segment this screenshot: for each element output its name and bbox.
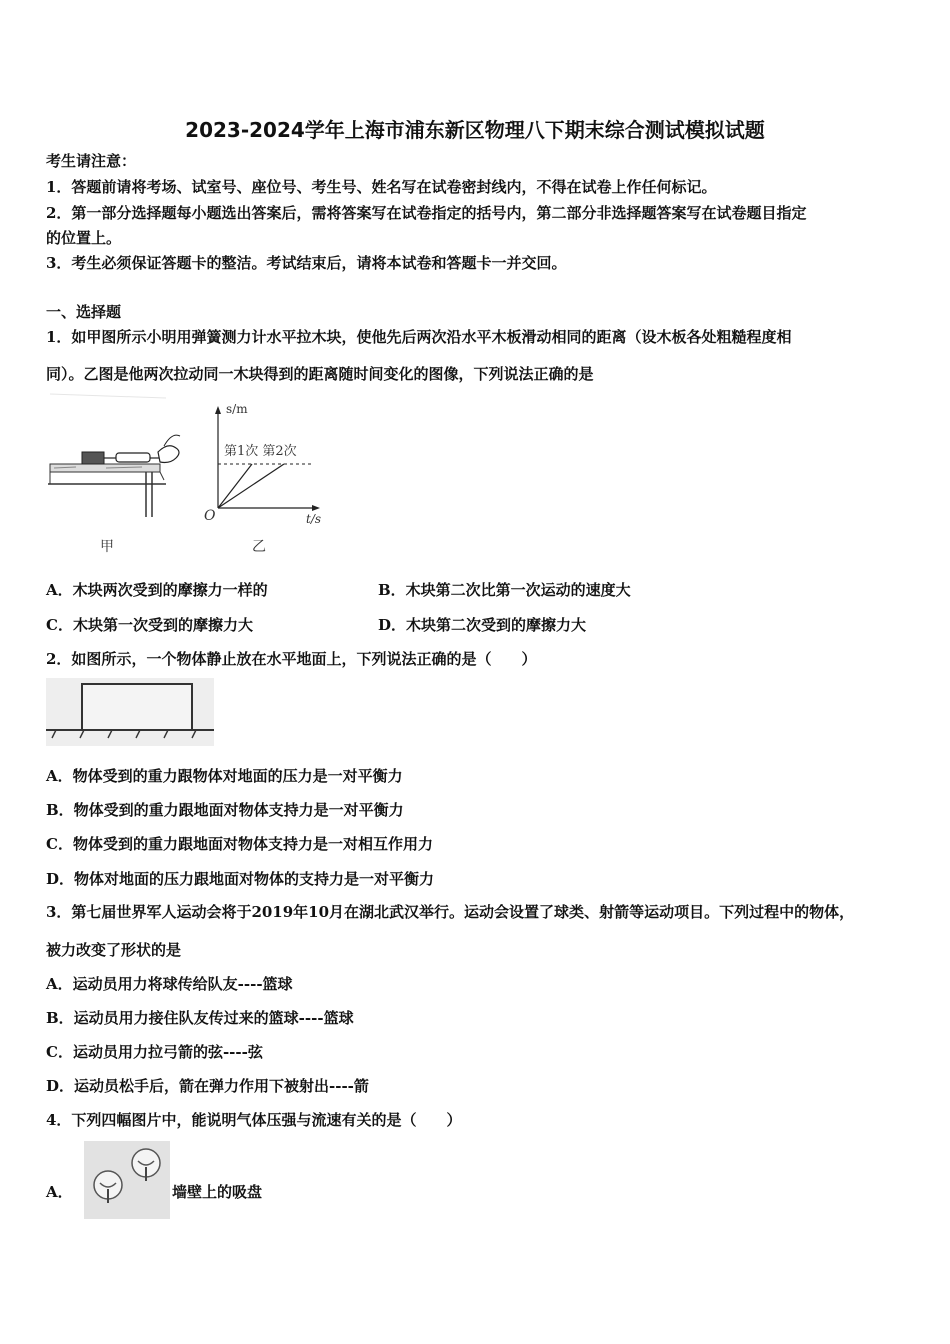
q1-figure-jia xyxy=(46,392,196,552)
q3-stem-line2: 被力改变了形状的是 xyxy=(46,941,182,959)
q1-graph-axis-y: s/m xyxy=(226,402,248,416)
q3-option-c: C．运动员用力拉弓箭的弦----弦 xyxy=(46,1043,263,1061)
q3-option-d: D．运动员松手后，箭在弹力作用下被射出----箭 xyxy=(46,1077,369,1095)
q1-option-d: D．木块第二次受到的摩擦力大 xyxy=(378,616,587,634)
q2-option-c: C．物体受到的重力跟地面对物体支持力是一对相互作用力 xyxy=(46,835,433,853)
q1-stem-line2: 同）。乙图是他两次拉动同一木块得到的距离随时间变化的图像，下列说法正确的是 xyxy=(46,365,594,383)
q1-option-b: B．木块第二次比第一次运动的速度大 xyxy=(378,581,631,599)
q2-option-b: B．物体受到的重力跟地面对物体支持力是一对平衡力 xyxy=(46,801,404,819)
q1-graph-series-label: 第1次 第2次 xyxy=(224,444,297,459)
page-title: 2023-2024学年上海市浦东新区物理八下期末综合测试模拟试题 xyxy=(185,118,765,142)
q4-option-a-text: 墙壁上的吸盘 xyxy=(172,1183,263,1201)
q4-stem: 4．下列四幅图片中，能说明气体压强与流速有关的是（ ） xyxy=(46,1111,462,1129)
q1-figure-jia-label: 甲 xyxy=(100,539,114,555)
section-heading: 一、选择题 xyxy=(46,303,122,321)
q4-option-a-suction-cup-image xyxy=(84,1141,170,1219)
q3-option-a: A．运动员用力将球传给队友----篮球 xyxy=(46,975,293,993)
q4-option-a-letter: A． xyxy=(46,1183,73,1201)
q1-graph-axis-x: t/s xyxy=(306,512,322,526)
q1-option-c: C．木块第一次受到的摩擦力大 xyxy=(46,616,253,634)
notice-item-2: 2．第一部分选择题每小题选出答案后，需将答案写在试卷指定的括号内，第二部分非选择题答案写在试卷题目指定 xyxy=(46,204,807,222)
q1-graph-line-first xyxy=(218,464,252,508)
q1-graph-origin: O xyxy=(204,508,216,524)
q1-figure-yi-graph xyxy=(196,400,326,530)
notice-item-2-cont: 的位置上。 xyxy=(46,229,122,247)
q2-option-a: A．物体受到的重力跟物体对地面的压力是一对平衡力 xyxy=(46,767,403,785)
notice-item-1: 1．答题前请将考场、试室号、座位号、考生号、姓名写在试卷密封线内，不得在试卷上作任何标记。 xyxy=(46,178,717,196)
q1-figure-yi-label: 乙 xyxy=(252,539,266,555)
notice-heading: 考生请注意： xyxy=(46,152,137,170)
q1-option-a: A．木块两次受到的摩擦力一样的 xyxy=(46,581,268,599)
q1-stem-line1: 1．如甲图所示小明用弹簧测力计水平拉木块，使他先后两次沿水平木板滑动相同的距离（设木板各处粗糙程度相 xyxy=(46,328,792,346)
q2-stem: 2．如图所示，一个物体静止放在水平地面上，下列说法正确的是（ ） xyxy=(46,650,537,668)
q3-stem-line1: 3．第七届世界军人运动会将于2019年10月在湖北武汉举行。运动会设置了球类、射箭等运动项目。下列过程中的物体， xyxy=(46,903,855,921)
q1-graph-line-second xyxy=(218,464,284,508)
q2-figure-object-on-ground xyxy=(46,678,214,746)
q2-option-d: D．物体对地面的压力跟地面对物体的支持力是一对平衡力 xyxy=(46,870,435,888)
q3-option-b: B．运动员用力接住队友传过来的篮球----篮球 xyxy=(46,1009,354,1027)
notice-item-3: 3．考生必须保证答题卡的整洁。考试结束后，请将本试卷和答题卡一并交回。 xyxy=(46,254,567,272)
